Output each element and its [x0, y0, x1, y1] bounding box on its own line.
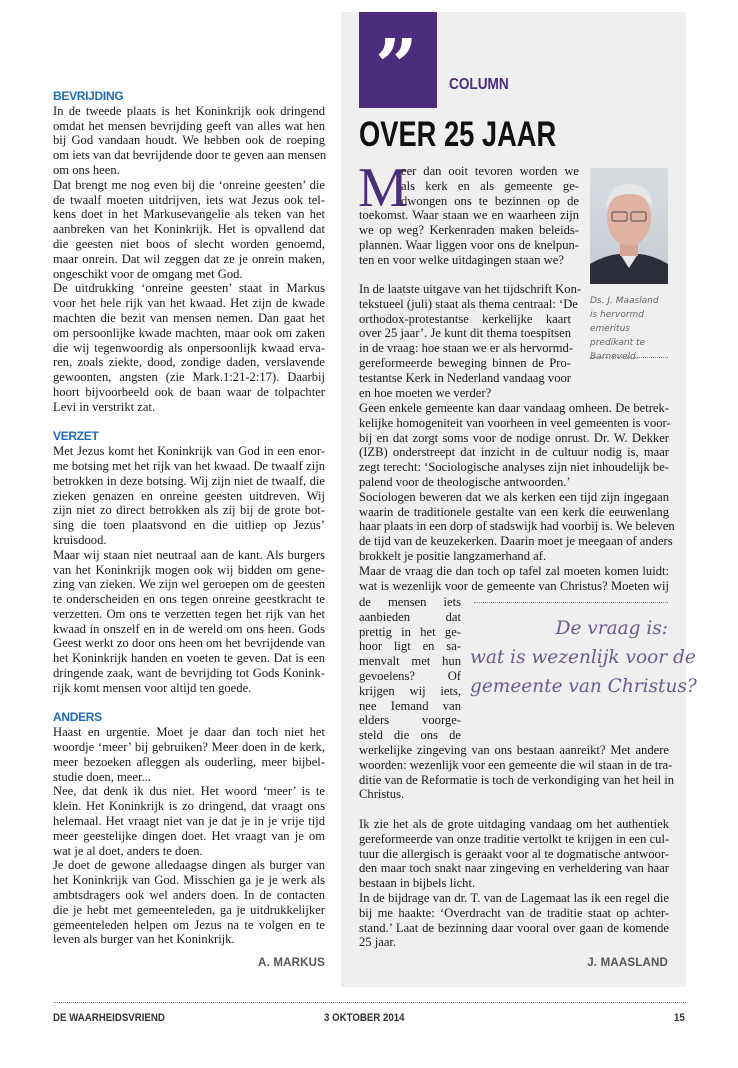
text-line: om iets van dat bevrijdende door te geven aan mensen: [53, 148, 327, 163]
text-line: helemaal. Het vraagt niet van je dat je in je vrije tijd: [53, 814, 325, 829]
drop-cap: M: [358, 157, 408, 219]
text-line: aanbreken van het Koninkrijk. Het is opvallend dat: [53, 222, 325, 237]
text-line: die geesten niet boos of slecht worden genoemd,: [53, 236, 325, 251]
section-heading: BEVRIJDING: [53, 89, 124, 103]
text-line: dwongen ons te bezinnen op de: [401, 193, 579, 208]
text-line: gewoonten, angsten (zie Mark.1:21-2:17). Daarbij: [53, 370, 325, 385]
intro-paragraph-rest: [359, 208, 579, 267]
text-line: we op weg? Kerkenraden maken beleids-: [359, 223, 579, 238]
text-line: steld die ons de: [359, 728, 461, 743]
footer-page-number: 15: [674, 1012, 685, 1024]
text-line: bestaan in bijbels licht.: [359, 876, 476, 891]
text-line: de mensen iets: [359, 595, 461, 609]
text-line: Geest werkt zo door ons heen om het bevrijdende van: [53, 636, 325, 651]
text-line: in de vraag: hoe staan we er als hervormd-: [359, 341, 574, 356]
text-line: rijk komt mensen voor altijd ten goede.: [53, 680, 252, 695]
column-paragraphs-wide: [359, 401, 675, 593]
text-line: Haast en urgentie. Moet je daar dan toch niet het: [53, 725, 325, 740]
text-line: bij me haakte: ‘Overdracht van de traditie staat op achter-: [359, 905, 669, 920]
text-line: prettig in het ge-: [359, 624, 461, 639]
pull-quote: [470, 614, 697, 701]
text-line: Levi in verstrikt zat.: [53, 399, 156, 414]
text-line: In de tweede plaats is het Koninkrijk ook dringend: [53, 103, 325, 118]
text-line: Maar wij staan niet neutraal aan de kant. Als burgers: [53, 547, 325, 562]
section-heading: ANDERS: [53, 710, 102, 725]
footer-publication: DE WAARHEIDSVRIEND: [53, 1012, 165, 1024]
text-line: gereformeerde beweging binnen de Pro-: [359, 355, 571, 370]
photo-caption: Ds. J. Maasland is hervormd emeritus predikant te Barneveld.: [590, 296, 659, 362]
text-line: wat je al doet, anders te doen.: [53, 843, 203, 858]
text-line: verzetten. Om ons te verzetten tegen het rijk van het: [53, 606, 325, 621]
text-line: woordje ‘meer’ bij gebruiken? Meer doen in de kerk,: [53, 740, 325, 755]
pull-quote-line: De vraag is:: [555, 618, 668, 639]
text-line: Met Jezus komt het Koninkrijk van God in een enor-: [53, 444, 325, 459]
text-line: menvalt met hun: [359, 654, 461, 669]
text-line: testantse Kerk in Nederland vandaag voor: [359, 370, 571, 385]
text-line: Dat brengt me nog even bij die ‘onreine geesten’ die: [53, 177, 325, 192]
text-line: van het Koninkrijk mogen ook wij bidden om gene-: [53, 562, 325, 577]
section-heading: VERZET: [53, 429, 99, 444]
quote-mark-icon: [359, 12, 437, 108]
text-line: als kerk en als gemeente ge-: [401, 178, 579, 193]
text-line: Maar de vraag die dan toch op tafel zal moeten komen luidt:: [359, 563, 669, 578]
paragraph-gap: [359, 802, 669, 817]
text-line: me botsing met het rijk van het kwaad. De twaalf zijn: [53, 458, 325, 473]
text-line: meer geestelijke dingen doet. Het vraagt van je om: [53, 828, 325, 843]
text-line: die je hebt met gemeenteleden, ga je uitdrukkelijker: [53, 902, 325, 917]
text-line: die wij tegenwoordig als onpersoonlijk kwaad erva-: [53, 340, 325, 355]
text-line: Nee, dat denk ik dus niet. Het woord ‘meer’ is te: [53, 784, 325, 799]
text-line: de tijd van de keuzekerken. Daarin moet je meegaan of anders: [359, 534, 673, 549]
author-signature-markus: A. MARKUS: [258, 957, 325, 969]
section-gap: [53, 415, 325, 430]
text-line: hoor ligt en sa-: [359, 639, 461, 654]
text-line: werkelijke zingeving van ons bestaan aanreikt? Met andere: [359, 743, 669, 757]
column-text-beside-quote: [359, 595, 461, 743]
pull-quote-divider: [474, 602, 668, 603]
text-line: kens doet in het Markusevangelie als teken van het: [53, 207, 325, 222]
text-line: ambtsdragers ook wel anders doen. In de contacten: [53, 888, 325, 903]
text-line: In de bijdrage van dr. T. van de Lagemaat las ik een regel die: [359, 890, 669, 905]
text-line: De uitdrukking ‘onreine geesten’ staat in Markus: [53, 281, 325, 296]
text-line: voor het hele rijk van het kwaad. Het zijn de kwade: [53, 296, 325, 311]
text-line: (IZB) onderstreept dat inzicht in de cultuur nodig is, maar: [359, 445, 669, 460]
text-line: klein. Het Koninkrijk is zo dringend, dat vraagt ons: [53, 799, 325, 814]
text-line: wat is wezenlijk voor de gemeente van Christus? Moeten wij: [359, 578, 669, 593]
text-line: Geen enkele gemeente kan daar vandaag omheen. De betrek-: [359, 401, 669, 415]
text-line: woorden: wezenlijk voor een gemeente die wil staan in de tra-: [359, 757, 673, 772]
text-line: In de laatste uitgave van het tijdschrift Kon-: [359, 282, 582, 296]
intro-paragraph: [401, 164, 579, 208]
text-line: eer dan ooit tevoren worden we: [401, 164, 579, 178]
column-kicker: COLUMN: [449, 76, 509, 93]
text-line: machten die bezit van mensen nemen. Dan gaat het: [53, 310, 325, 325]
text-line: betrokken in deze botsing. Wij zijn niet de twaalf, die: [53, 473, 325, 488]
text-line: leven als burger van het Koninkrijk.: [53, 932, 235, 947]
text-line: het Koninkrijk handen en voeten te geven. Dat is een: [53, 651, 325, 666]
text-line: toekomst. Waar staan we en waarheen zijn: [359, 208, 579, 223]
text-line: ten en voor welke uitdagingen staan we?: [359, 252, 564, 267]
text-line: gereformeerde van onze traditie vertolkt te krijgen in een cul-: [359, 831, 670, 846]
text-line: nee Iemand van: [359, 698, 461, 713]
text-line: elders voorge-: [359, 713, 461, 728]
text-line: krijgen wij iets,: [359, 683, 461, 698]
text-line: bij God vandaan houdt. We hebben ook de roeping: [53, 133, 325, 148]
text-line: dringende zaak, want de bevrijding tot Gods Konink-: [53, 666, 325, 681]
text-line: maar onrein. Dat wil zeggen dat ze je onrein maken,: [53, 251, 325, 266]
text-line: omdat het mensen bevrijding geeft van alles wat hen: [53, 118, 325, 133]
text-line: kwaad in onszelf en in de wereld om ons heen. Gods: [53, 621, 325, 636]
text-line: hoort bijvoorbeeld ook de baan waar de tolpachter: [53, 384, 325, 399]
text-line: over 25 jaar’. Je kunt dit thema toespitsen: [359, 326, 571, 341]
text-line: waarin de traditionele gestalte van een kerk die eeuwenlang: [359, 504, 669, 519]
text-line: kelijke homogeniteit van voorheen in veel gemeenten is voor-: [359, 415, 671, 430]
text-line: orthodox-protestantse kerkelijke kaart: [359, 311, 571, 326]
pull-quote-line: gemeente van Christus?: [470, 676, 697, 697]
column-paragraph-narrow: [359, 282, 582, 400]
author-signature-maasland: J. MAASLAND: [587, 957, 668, 969]
caption-divider: [590, 357, 668, 358]
text-line: gemeenteleden helpen om Jezus na te volgen en te: [53, 917, 325, 932]
text-line: en hoe moeten we verder?: [359, 385, 492, 400]
text-line: haar plaats in een dorp of stadswijk had voorbij is. We beleven: [359, 519, 675, 534]
text-line: ditie van de Reformatie is toch de verkondiging van het heil in: [359, 772, 675, 787]
text-line: brokkelt je positie langzamerhand af.: [359, 548, 547, 563]
text-line: sing die toen plaatsvond en die uitliep op Jezus’: [53, 518, 325, 533]
text-line: studie doen, meer...: [53, 769, 151, 784]
text-line: kruisdood.: [53, 532, 107, 547]
section-gap: [53, 696, 325, 711]
column-paragraphs-end: [359, 743, 675, 950]
text-line: ongeschikt voor de omgang met God.: [53, 266, 243, 281]
text-line: den maar toch snakt naar zingeving en verheldering van haar: [359, 861, 669, 876]
text-line: zegt terecht: ‘Sociologische analyses zijn niet inhoudelijk be-: [359, 460, 669, 475]
text-line: tekstueel (juli) staat als thema centraal: ‘De: [359, 296, 578, 311]
article-title: OVER 25 JAAR: [359, 115, 557, 154]
text-line: om persoonlijke kwade machten, maar ook om zaken: [53, 325, 325, 340]
text-line: meer bezoeken afleggen als ouderling, meer bijbel-: [53, 754, 325, 769]
text-line: zing van zieken. We zijn wel geroepen om de geesten: [53, 577, 325, 592]
text-line: Ik zie het als de grote uitdaging vandaag om het authentiek: [359, 816, 669, 831]
text-line: stand.’ Laat de bezinning daar vooral over gaan de komende: [359, 920, 669, 935]
text-line: Je doet de gewone alledaagse dingen als burger van: [53, 858, 325, 873]
text-line: palend voor de theologische antwoorden.’: [359, 474, 571, 489]
text-line: Sociologen beweren dat we als kerken een tijd zijn ingegaan: [359, 489, 669, 504]
author-photo: [590, 168, 668, 284]
quote-glyph: ”: [375, 24, 418, 110]
text-line: de twaalf moeten uitdrijven, iets wat Jezus ook tel-: [53, 192, 325, 207]
text-line: gevoelens? Of: [359, 668, 461, 683]
text-line: te onderscheiden en ons tegen onreine geestkracht te: [53, 592, 325, 607]
text-line: plannen. Waar liggen voor ons de knelpun-: [359, 237, 579, 252]
left-article-column: [53, 89, 325, 947]
text-line: om ons heen.: [53, 162, 120, 177]
text-line: ren, zoals ziekte, dood, zondige daden, verslavende: [53, 355, 325, 370]
text-line: aanbieden dat: [359, 609, 461, 624]
text-line: 25 jaar.: [359, 935, 397, 950]
text-line: zijn niet zo direct betrokken als zij bij de grote bot-: [53, 503, 325, 518]
footer-date: 3 OKTOBER 2014: [324, 1012, 405, 1024]
text-line: zieken genazen en onreine geesten uitdreven. Wij: [53, 488, 325, 503]
text-line: bij en dat zorgt soms voor de nodige onrust. Dr. W. Dekker: [359, 430, 669, 445]
text-line: Christus.: [359, 787, 405, 802]
pull-quote-line: wat is wezenlijk voor de: [470, 647, 696, 668]
text-line: het Koninkrijk van God. Misschien ga je je werk als: [53, 873, 325, 888]
text-line: tuur die allergisch is geraakt voor al te dogmatische antwoor-: [359, 846, 669, 861]
footer-divider: [53, 1002, 686, 1003]
